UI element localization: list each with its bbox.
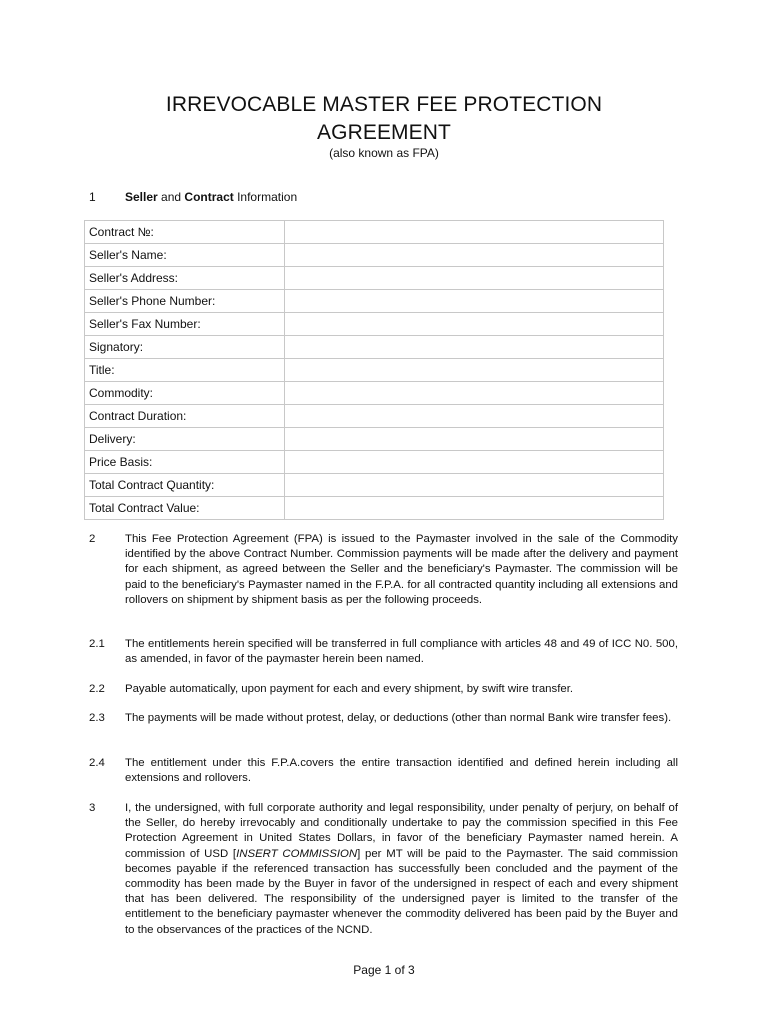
document-subtitle: (also known as FPA) (329, 146, 439, 160)
field-value[interactable] (285, 405, 664, 428)
field-label: Total Contract Value: (85, 497, 285, 520)
section-number: 1 (89, 190, 96, 204)
table-row (85, 474, 664, 497)
table-row (85, 336, 664, 359)
table-row (85, 313, 664, 336)
field-value[interactable] (285, 290, 664, 313)
field-value[interactable] (285, 221, 664, 244)
paragraph-text: The entitlements herein specified will be transferred in full compliance with articles 48 and 49 of ICC N0. 500, as amended, in favor of the paymaster herein been named. (125, 638, 678, 666)
field-label: Seller's Address: (85, 267, 285, 290)
field-label: Contract №: (85, 221, 285, 244)
title-line-2: AGREEMENT (317, 121, 451, 144)
field-label: Title: (85, 359, 285, 382)
field-label: Seller's Phone Number: (85, 290, 285, 313)
field-label: Delivery: (85, 428, 285, 451)
paragraph-2-4 (89, 756, 678, 786)
paragraph-number: 2 (89, 533, 96, 545)
paragraph-text: Payable automatically, upon payment for each and every shipment, by swift wire transfer. (125, 683, 574, 695)
table-row (85, 244, 664, 267)
paragraph-text: The entitlement under this F.P.A.covers the entire transaction identified and defined herein including all extensions and rollovers. (125, 757, 678, 785)
table-row (85, 382, 664, 405)
paragraph-2-1 (89, 637, 678, 667)
field-value[interactable] (285, 497, 664, 520)
field-value[interactable] (285, 267, 664, 290)
title-line-1: IRREVOCABLE MASTER FEE PROTECTION (165, 93, 603, 116)
table-row (85, 451, 664, 474)
table-row (85, 221, 664, 244)
field-label: Price Basis: (85, 451, 285, 474)
table-row (85, 497, 664, 520)
section-1-heading (89, 190, 297, 204)
field-label: Signatory: (85, 336, 285, 359)
paragraph-text (125, 801, 678, 938)
field-label: Commodity: (85, 382, 285, 405)
field-label: Contract Duration: (85, 405, 285, 428)
field-value[interactable] (285, 382, 664, 405)
field-value[interactable] (285, 313, 664, 336)
table-row (85, 290, 664, 313)
paragraph-number: 3 (89, 802, 96, 814)
field-label: Total Contract Quantity: (85, 474, 285, 497)
document-title (0, 91, 768, 147)
seller-contract-info-table (84, 220, 664, 520)
heading-and: and (157, 190, 185, 204)
paragraph-text-end: ] per MT will be paid to the Paymaster. The said commission becomes payable if the referenced transaction has successfully been concluded and the payment of the commodity has been made by the Buyer in favor of the undersigned in respect of each and every shipment that has been delivered. The responsibility of the undersigned payer is limited to the transfer of the entitlement to the beneficiary paymaster whenever the commodity delivered has been paid by the Buyer and to the observances of the practices of the NCND. (125, 847, 678, 936)
paragraph-number: 2.3 (89, 712, 105, 724)
page-number: Page 1 of 3 (353, 963, 415, 977)
paragraph-text-start: I, the undersigned, with full corporate authority and legal responsibility, under penalty of perjury, on behalf of the Seller, do hereby irrevocably and conditionally undertake to pay the commission specified in this Fee Protection Agreement in United States Dollars, in favor of the beneficiary Paymaster named herein. A commission of USD [ (125, 802, 678, 860)
heading-contract: Contract (184, 190, 234, 204)
paragraph-2 (89, 532, 678, 608)
paragraph-number: 2.1 (89, 638, 105, 650)
field-value[interactable] (285, 359, 664, 382)
field-value[interactable] (285, 428, 664, 451)
paragraph-3 (89, 801, 678, 938)
insert-commission-placeholder: INSERT COMMISSION (236, 847, 358, 860)
field-label: Seller's Name: (85, 244, 285, 267)
paragraph-number: 2.2 (89, 683, 105, 695)
field-value[interactable] (285, 451, 664, 474)
table-row (85, 267, 664, 290)
table-row (85, 405, 664, 428)
paragraph-2-2 (89, 682, 678, 697)
paragraph-text: The payments will be made without protest, delay, or deductions (other than normal Bank wire transfer fees). (125, 712, 672, 724)
field-value[interactable] (285, 244, 664, 267)
heading-information: Information (233, 190, 298, 204)
paragraph-text: This Fee Protection Agreement (FPA) is issued to the Paymaster involved in the sale of the Commodity identified by the above Contract Number. Commission payments will be made after the delivery and payment for each shipment, as agreed between the Seller and the beneficiary's Paymaster. The commission will be paid to the beneficiary's Paymaster named in the F.P.A. for all contracted quantity including all extensions and rollovers on shipment by shipment basis as per the following proceeds. (125, 533, 678, 606)
table-row (85, 359, 664, 382)
paragraph-2-3 (89, 711, 678, 726)
heading-seller: Seller (125, 190, 158, 204)
paragraph-number: 2.4 (89, 757, 105, 769)
table-row (85, 428, 664, 451)
field-value[interactable] (285, 336, 664, 359)
field-label: Seller's Fax Number: (85, 313, 285, 336)
field-value[interactable] (285, 474, 664, 497)
